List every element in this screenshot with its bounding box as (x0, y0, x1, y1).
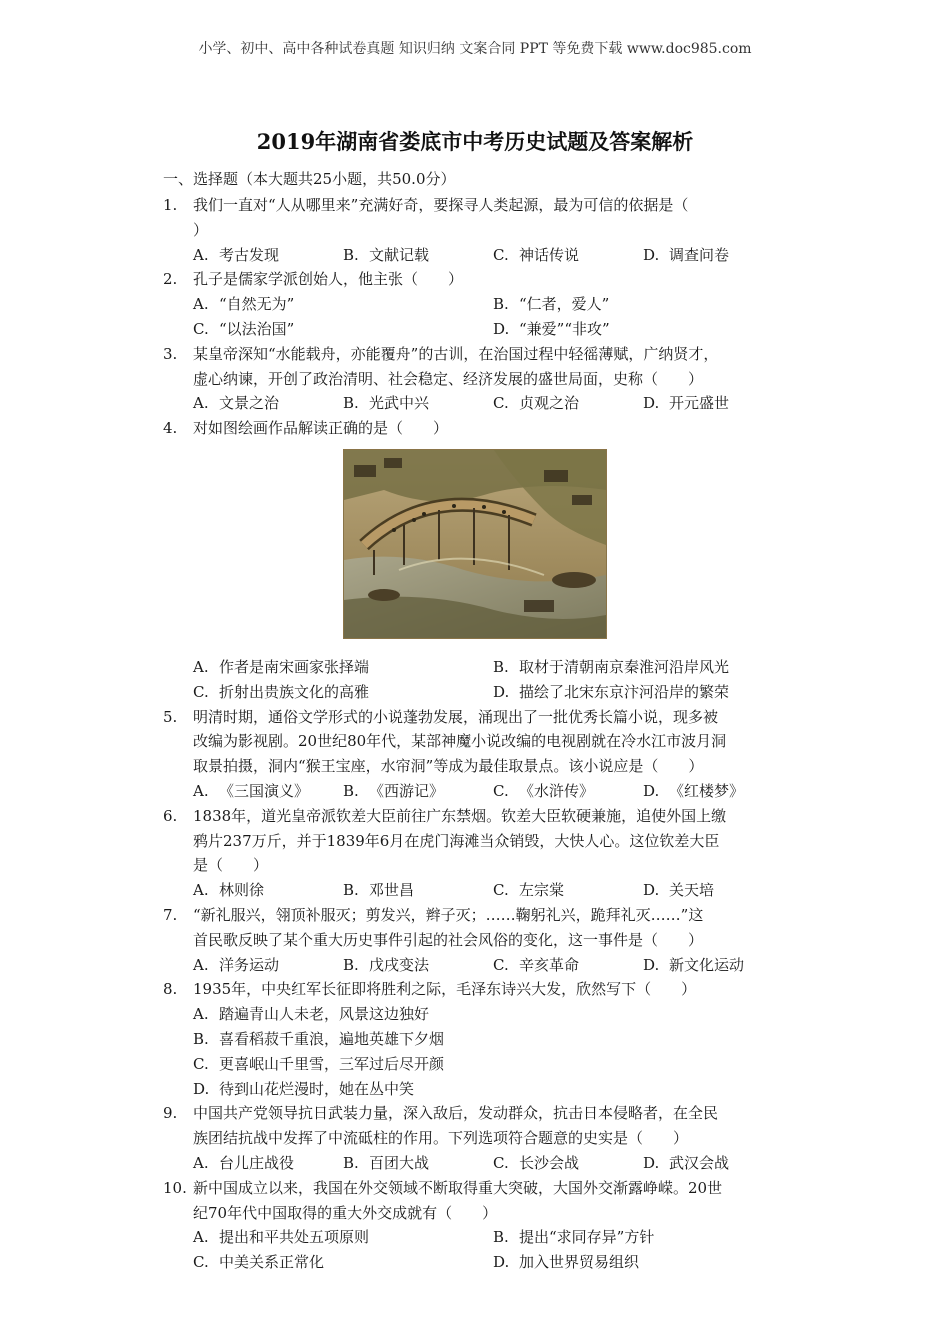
option-b[interactable] (343, 1151, 493, 1176)
option-a[interactable] (193, 953, 343, 978)
option-letter: D. (643, 955, 660, 974)
option-text: 新文化运动 (669, 955, 745, 974)
option-c[interactable] (493, 1151, 643, 1176)
option-a[interactable] (193, 1225, 493, 1250)
option-text: 折射出贵族文化的高雅 (219, 682, 370, 701)
option-d[interactable] (493, 1250, 793, 1275)
question-number: 10. (163, 1178, 187, 1197)
option-b[interactable] (343, 953, 493, 978)
question-number: 2. (163, 270, 178, 289)
option-letter: B. (343, 245, 359, 264)
question-text-line: 取景拍摄，洞内“猴王宝座，水帘洞”等成为最佳取景点。该小说应是（ ） (193, 757, 704, 776)
question-6 (163, 804, 793, 903)
option-letter: C. (193, 682, 209, 701)
option-text: 提出和平共处五项原则 (219, 1228, 370, 1247)
option-group (193, 878, 793, 903)
option-a[interactable] (193, 878, 343, 903)
option-text: “自然无为” (219, 295, 295, 314)
option-letter: A. (193, 1005, 209, 1024)
option-b[interactable] (343, 391, 493, 416)
option-letter: C. (493, 245, 509, 264)
option-letter: B. (343, 955, 359, 974)
option-text: 中美关系正常化 (219, 1253, 325, 1272)
question-text-line: 鸦片237万斤，并于1839年6月在虎门海滩当众销毁，大快人心。这位钦差大臣 (193, 831, 720, 850)
option-text: 加入世界贸易组织 (519, 1253, 640, 1272)
option-letter: B. (493, 295, 509, 314)
question-text-line: 孔子是儒家学派创始人，他主张（ ） (193, 270, 464, 289)
question-10 (163, 1176, 793, 1275)
option-d[interactable] (643, 953, 793, 978)
option-text: 关天培 (669, 881, 715, 900)
question-7 (163, 903, 793, 977)
option-b[interactable] (493, 1225, 793, 1250)
option-c[interactable] (493, 779, 643, 804)
question-5 (163, 705, 793, 804)
option-letter: D. (493, 1253, 510, 1272)
option-group (193, 391, 793, 416)
option-text: “兼爱”“非攻” (519, 319, 610, 338)
option-text: 林则徐 (219, 881, 265, 900)
option-text: 《红楼梦》 (669, 781, 745, 800)
option-text: 左宗棠 (519, 881, 565, 900)
option-c[interactable] (493, 243, 643, 268)
question-text-line: 首民歌反映了某个重大历史事件引起的社会风俗的变化，这一事件是（ ） (193, 930, 704, 949)
option-letter: B. (343, 881, 359, 900)
option-letter: A. (193, 955, 209, 974)
option-text: 辛亥革命 (519, 955, 580, 974)
option-letter: C. (493, 881, 509, 900)
option-letter: C. (193, 1253, 209, 1272)
option-c[interactable] (193, 1250, 493, 1275)
option-d[interactable] (643, 779, 793, 804)
option-text: 文献记载 (369, 245, 430, 264)
option-text: 取材于清朝南京秦淮河沿岸风光 (519, 657, 730, 676)
option-letter: A. (193, 1228, 209, 1247)
option-c[interactable] (193, 317, 493, 342)
option-a[interactable] (193, 1151, 343, 1176)
question-text-line: 明清时期，通俗文学形式的小说蓬勃发展，涌现出了一批优秀长篇小说，现多被 (193, 707, 719, 726)
qingming-painting (343, 449, 607, 639)
option-group (193, 655, 793, 705)
option-b[interactable] (343, 779, 493, 804)
option-c[interactable] (493, 391, 643, 416)
option-letter: D. (493, 319, 510, 338)
question-text-line: 纪70年代中国取得的重大外交成就有（ ） (193, 1203, 498, 1222)
option-letter: C. (193, 1054, 209, 1073)
option-text: 《三国演义》 (219, 781, 310, 800)
option-text: “以法治国” (219, 319, 295, 338)
question-text-line: 1935年，中央红军长征即将胜利之际，毛泽东诗兴大发，欣然写下（ ） (193, 980, 697, 999)
option-letter: C. (493, 781, 509, 800)
option-d[interactable] (643, 1151, 793, 1176)
question-3 (163, 342, 793, 416)
option-b[interactable] (493, 292, 793, 317)
option-d[interactable] (493, 317, 793, 342)
option-text: 开元盛世 (669, 394, 730, 413)
option-group (193, 243, 793, 268)
option-a[interactable] (193, 391, 343, 416)
option-text: 踏遍青山人未老，风景这边独好 (219, 1005, 430, 1024)
question-text-line: 1838年，道光皇帝派钦差大臣前往广东禁烟。钦差大臣软硬兼施，追使外国上缴 (193, 806, 727, 825)
option-text: 喜看稻菽千重浪，遍地英雄下夕烟 (219, 1029, 445, 1048)
question-text-line: 是（ ） (193, 856, 269, 875)
option-b[interactable] (343, 878, 493, 903)
option-letter: D. (493, 682, 510, 701)
section-heading: 一、选择题（本大题共25小题，共50.0分） (163, 170, 456, 188)
option-text: 台儿庄战役 (219, 1153, 295, 1172)
option-b[interactable] (193, 1027, 793, 1052)
option-text: 百团大战 (369, 1153, 430, 1172)
question-list (163, 193, 793, 1275)
question-4 (163, 416, 793, 704)
option-text: 武汉会战 (669, 1153, 730, 1172)
question-text-line: 中国共产党领导抗日武装力量，深入敌后，发动群众，抗击日本侵略者，在全民 (193, 1104, 719, 1123)
question-number: 7. (163, 905, 178, 924)
option-letter: B. (193, 1029, 209, 1048)
option-c[interactable] (193, 680, 493, 705)
option-letter: A. (193, 781, 209, 800)
option-letter: A. (193, 1153, 209, 1172)
question-1 (163, 193, 793, 267)
question-text-line: 新中国成立以来，我国在外交领域不断取得重大突破，大国外交渐露峥嵘。20世 (193, 1178, 723, 1197)
option-letter: C. (493, 955, 509, 974)
option-letter: A. (193, 245, 209, 264)
option-letter: D. (643, 394, 660, 413)
option-letter: D. (193, 1079, 210, 1098)
option-letter: B. (343, 1153, 359, 1172)
option-letter: A. (193, 295, 209, 314)
question-number: 5. (163, 707, 178, 726)
question-text-line: 虚心纳谏，开创了政治清明、社会稳定、经济发展的盛世局面，史称（ ） (193, 369, 704, 388)
option-letter: C. (493, 1153, 509, 1172)
option-text: 长沙会战 (519, 1153, 580, 1172)
option-c[interactable] (493, 878, 643, 903)
option-group (193, 1002, 793, 1101)
option-a[interactable] (193, 779, 343, 804)
option-text: 神话传说 (519, 245, 580, 264)
page-header: 小学、初中、高中各种试卷真题 知识归纳 文案合同 PPT 等免费下载 www.doc985.com (198, 41, 752, 57)
option-text: 提出“求同存异”方针 (519, 1228, 655, 1247)
option-c[interactable] (193, 1052, 793, 1077)
option-text: “仁者，爱人” (519, 295, 610, 314)
option-d[interactable] (643, 243, 793, 268)
question-number: 1. (163, 196, 178, 214)
option-letter: B. (343, 394, 359, 413)
option-group (193, 1151, 793, 1176)
option-group (193, 1225, 793, 1275)
option-a[interactable] (193, 1002, 793, 1027)
question-number: 4. (163, 419, 178, 438)
question-number: 8. (163, 980, 178, 999)
option-text: 戊戌变法 (369, 955, 430, 974)
option-text: 《水浒传》 (519, 781, 595, 800)
option-text: 洋务运动 (219, 955, 280, 974)
question-text-line: 我们一直对“人从哪里来”充满好奇，要探寻人类起源，最为可信的依据是（ (193, 196, 689, 214)
option-letter: C. (493, 394, 509, 413)
option-text: 文景之治 (219, 394, 280, 413)
question-9 (163, 1101, 793, 1175)
option-c[interactable] (493, 953, 643, 978)
option-letter: D. (643, 245, 660, 264)
question-text-line: “新礼服兴，翎顶补服灭；剪发兴，辫子灭；……鞠躬礼兴，跪拜礼灭……”这 (193, 905, 704, 924)
question-8 (163, 977, 793, 1101)
option-text: 作者是南宋画家张择端 (219, 657, 370, 676)
question-text-line: ） (193, 220, 209, 239)
question-number: 9. (163, 1104, 178, 1123)
option-text: 光武中兴 (369, 394, 430, 413)
option-text: 待到山花烂漫时，她在丛中笑 (219, 1079, 415, 1098)
question-text-line: 族团结抗战中发挥了中流砥柱的作用。下列选项符合题意的史实是（ ） (193, 1129, 689, 1148)
option-d[interactable] (643, 878, 793, 903)
question-text-line: 某皇帝深知“水能载舟，亦能覆舟”的古训，在治国过程中轻徭薄赋，广纳贤才， (193, 344, 719, 363)
option-text: 调查问卷 (669, 245, 730, 264)
option-group (193, 292, 793, 342)
option-group (193, 779, 793, 804)
page-title: 2019年湖南省娄底市中考历史试题及答案解析 (256, 129, 694, 154)
option-letter: A. (193, 657, 209, 676)
option-letter: B. (493, 657, 509, 676)
option-letter: B. (493, 1228, 509, 1247)
option-d[interactable] (193, 1077, 793, 1102)
option-letter: A. (193, 394, 209, 413)
option-text: 《西游记》 (369, 781, 445, 800)
option-letter: D. (643, 781, 660, 800)
option-d[interactable] (643, 391, 793, 416)
option-b[interactable] (493, 655, 793, 680)
option-a[interactable] (193, 243, 343, 268)
option-letter: B. (343, 781, 359, 800)
option-text: 更喜岷山千里雪，三军过后尽开颜 (219, 1054, 445, 1073)
option-b[interactable] (343, 243, 493, 268)
option-group (193, 953, 793, 978)
option-letter: D. (643, 1153, 660, 1172)
option-a[interactable] (193, 655, 493, 680)
option-d[interactable] (493, 680, 793, 705)
option-letter: C. (193, 319, 209, 338)
option-a[interactable] (193, 292, 493, 317)
question-text-line: 对如图绘画作品解读正确的是（ ） (193, 419, 449, 438)
option-text: 描绘了北宋东京汴河沿岸的繁荣 (519, 682, 730, 701)
question-number: 6. (163, 806, 178, 825)
question-2 (163, 267, 793, 341)
question-number: 3. (163, 344, 178, 363)
option-text: 邓世昌 (369, 881, 415, 900)
option-text: 贞观之治 (519, 394, 580, 413)
option-letter: A. (193, 881, 209, 900)
question-text-line: 改编为影视剧。20世纪80年代，某部神魔小说改编的电视剧就在冷水江市波月洞 (193, 732, 727, 751)
option-letter: D. (643, 881, 660, 900)
option-text: 考古发现 (219, 245, 280, 264)
